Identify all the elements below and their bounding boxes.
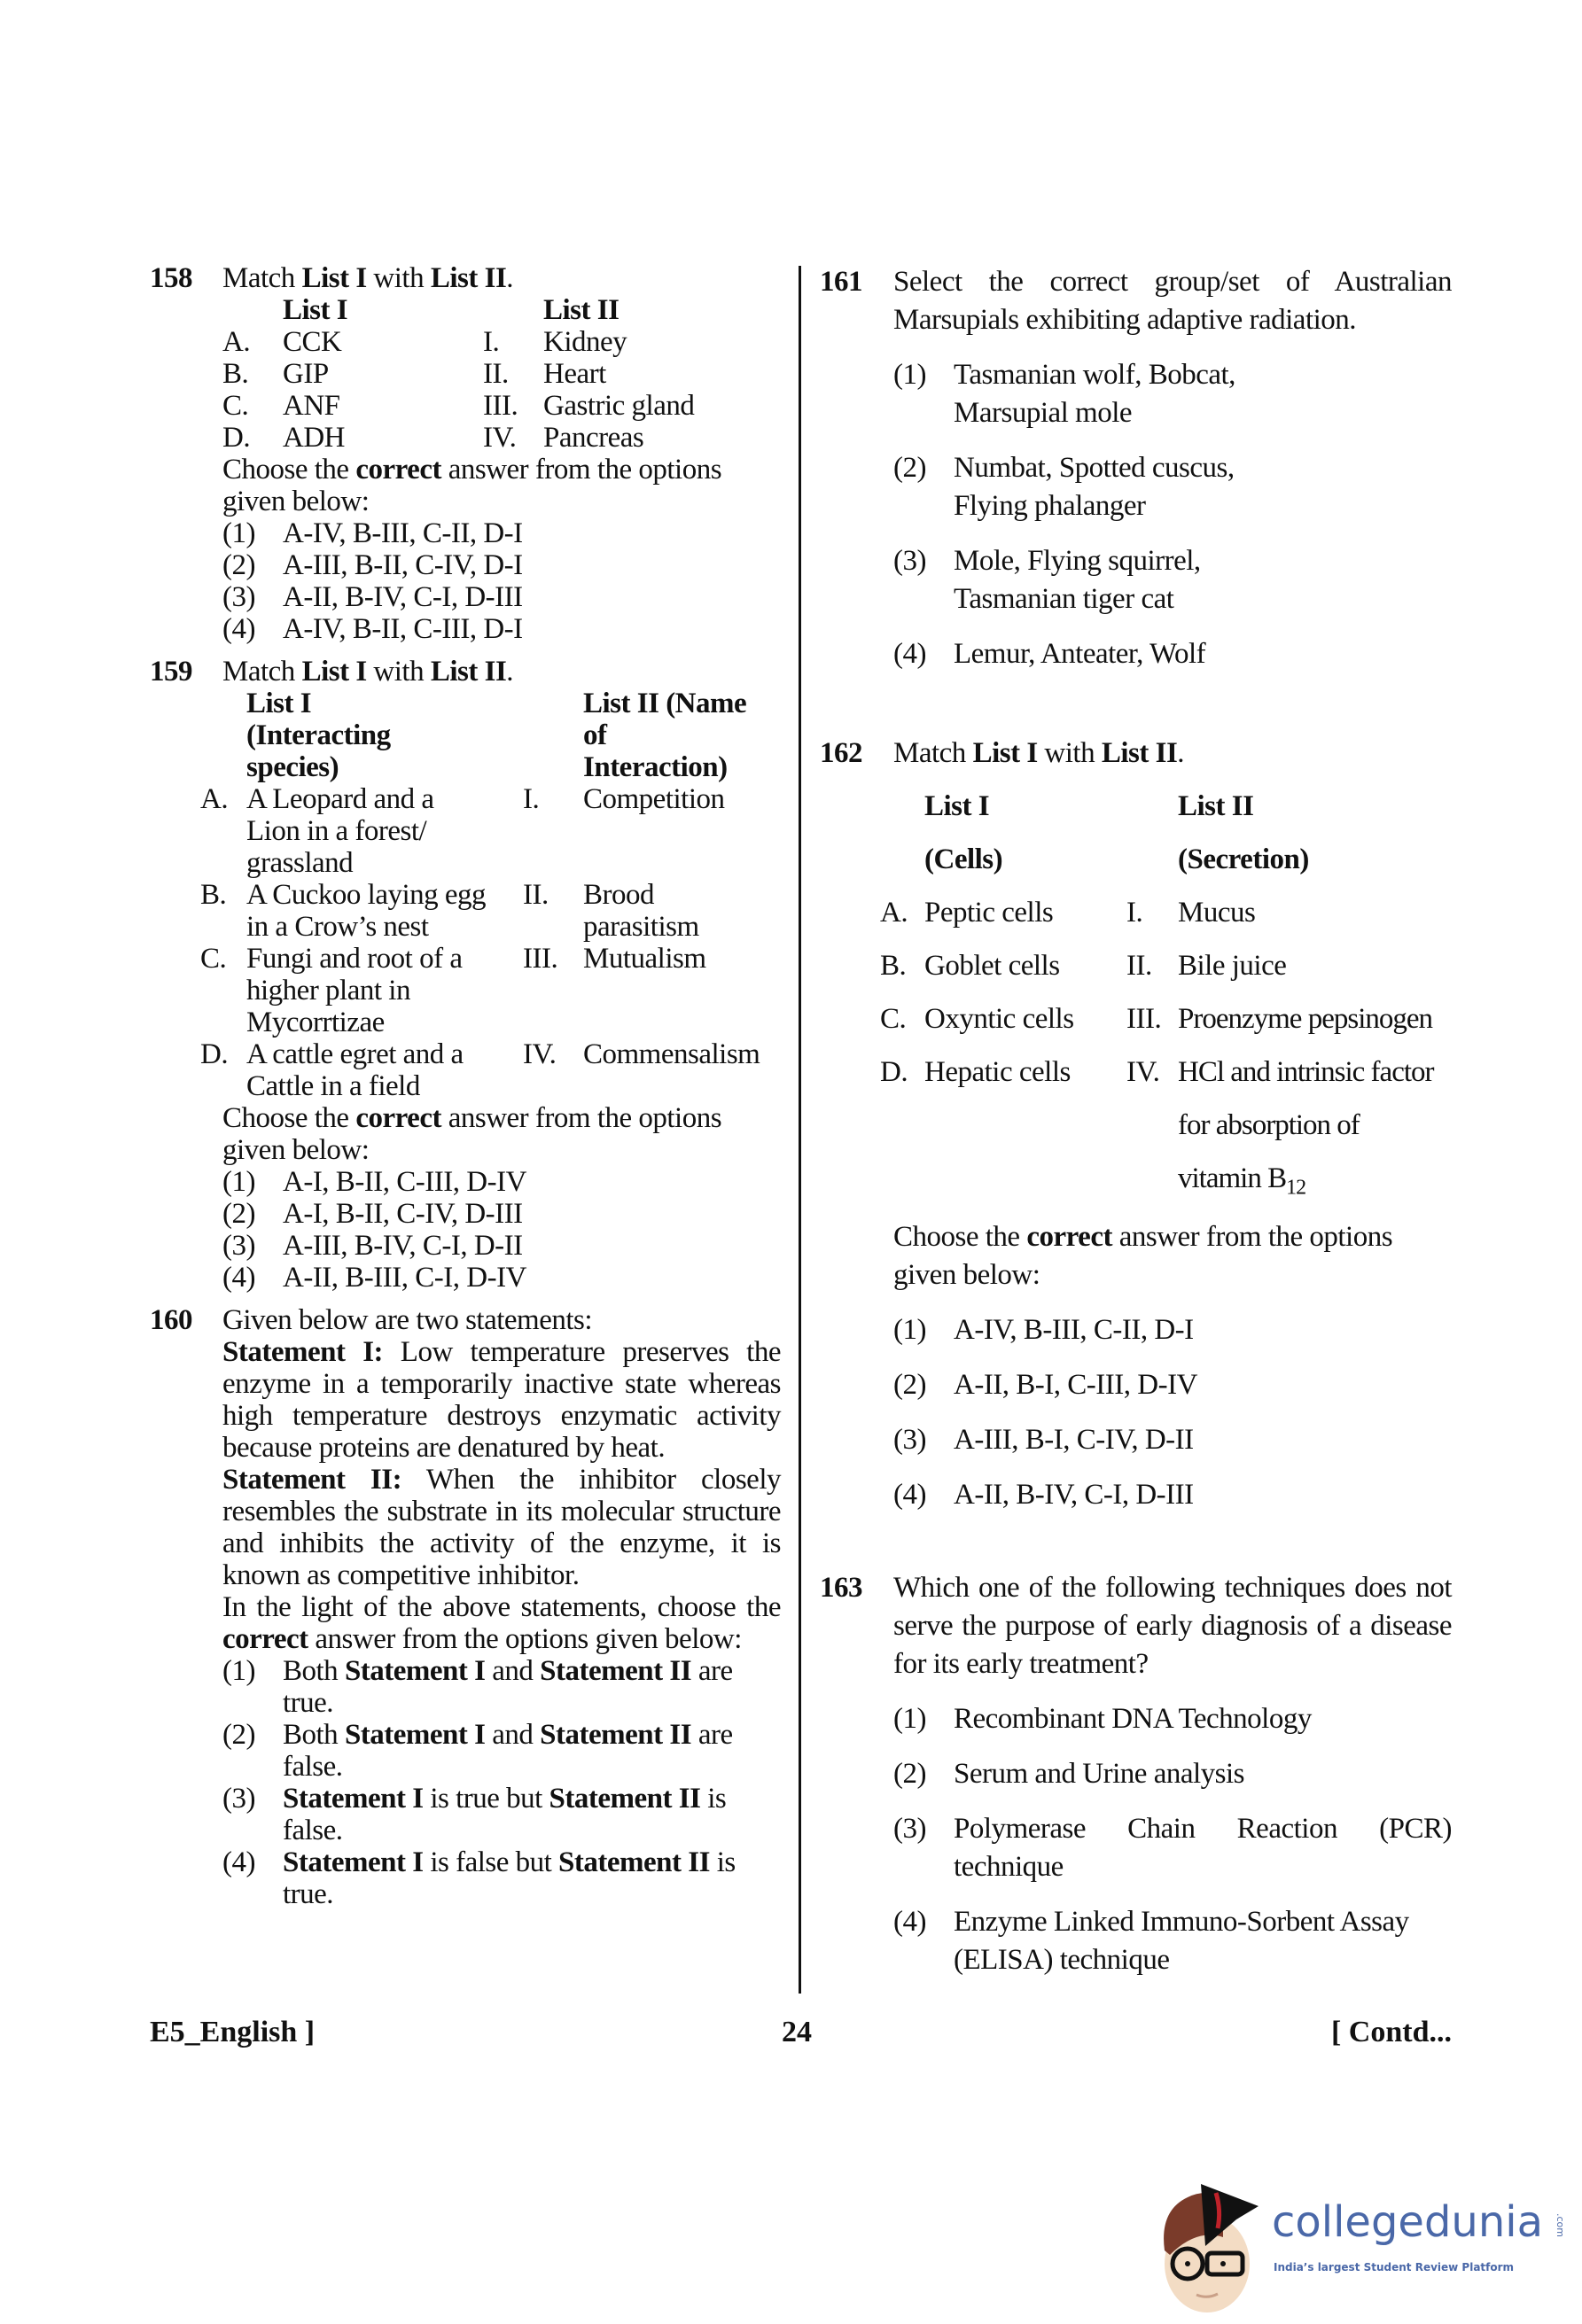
text-segment: is true but xyxy=(423,1783,549,1815)
text-segment: A-II, B-IV, C-I, D-III xyxy=(954,1478,1194,1511)
text-segment: (1) xyxy=(893,359,926,391)
text-segment xyxy=(880,833,924,886)
text-segment xyxy=(880,780,924,833)
text-segment: (4) xyxy=(222,1846,255,1878)
text-segment: List I xyxy=(301,656,367,688)
text-segment: Commensalism xyxy=(583,1038,760,1070)
text-segment: Recombinant DNA Technology xyxy=(954,1703,1312,1735)
option-4[interactable] xyxy=(893,635,1452,673)
text-segment: Mucus xyxy=(1178,897,1256,929)
text-segment xyxy=(283,1846,779,1910)
text-segment: (4) xyxy=(893,1906,926,1938)
text-segment: 12 xyxy=(1286,1176,1306,1200)
text-segment: Match xyxy=(893,737,973,769)
footer-paper-code: E5_English ] xyxy=(150,2016,316,2048)
text-segment: List II xyxy=(430,656,507,688)
text-segment: Statement II xyxy=(549,1783,701,1815)
left-column xyxy=(150,262,781,1910)
text-segment: . xyxy=(1177,737,1185,769)
question-intro xyxy=(893,735,1452,773)
text-segment: . xyxy=(506,656,514,688)
text-segment: Numbat, Spotted cuscus, Flying phalanger xyxy=(954,452,1235,522)
list-subheader: (Cells) xyxy=(924,843,1003,875)
option-1[interactable] xyxy=(893,1311,1452,1349)
text-segment xyxy=(483,294,543,326)
text-segment: Match xyxy=(222,656,302,688)
text-segment: (3) xyxy=(893,545,926,577)
text-segment: Fungi and root of a higher plant in Mycorrtizae xyxy=(246,943,463,1038)
text-segment: GIP xyxy=(283,358,329,390)
text-segment: (4) xyxy=(222,1262,255,1294)
text-segment: correct xyxy=(222,1623,308,1655)
text-segment: A-IV, B-III, C-II, D-I xyxy=(954,1313,1194,1346)
text-segment: correct xyxy=(1026,1220,1112,1253)
text-segment: ADH xyxy=(283,422,345,454)
text-segment: Match xyxy=(222,262,302,294)
text-segment: . xyxy=(506,262,514,294)
text-segment: Mole, Flying squirrel, Tasmanian tiger cat xyxy=(954,545,1201,615)
text-segment: Statement II xyxy=(540,1719,692,1751)
text-segment: Low temperature preserves the enzyme in a temporarily inactive state whereas high temperature destroys enzymatic activity because proteins are denatured by heat. xyxy=(222,1336,782,1464)
text-segment: and xyxy=(485,1719,541,1751)
option-1[interactable] xyxy=(222,1655,781,1719)
text-segment: A-II, B-III, C-I, D-IV xyxy=(283,1262,526,1294)
text-segment: (3) xyxy=(893,1813,926,1845)
text-segment: are false. xyxy=(283,1719,733,1783)
question-number: 163 xyxy=(820,1572,862,1604)
text-segment: Hepatic cells xyxy=(924,1056,1071,1088)
text-segment: Mutualism xyxy=(583,943,706,975)
text-segment: Proenzyme pepsinogen xyxy=(1178,1003,1433,1035)
logo-tagline: India’s largest Student Review Platform xyxy=(1274,2261,1515,2273)
text-segment: A-I, B-II, C-III, D-IV xyxy=(283,1166,526,1198)
text-segment: (4) xyxy=(222,613,255,645)
text-segment: IV. xyxy=(1126,1056,1160,1088)
list-subheader: (Secretion) xyxy=(1178,843,1309,875)
text-segment: I. xyxy=(523,783,540,815)
statement-1 xyxy=(222,1336,781,1464)
option-2[interactable] xyxy=(222,1198,781,1230)
text-segment: Choose the xyxy=(222,1102,356,1134)
text-segment: is false but xyxy=(423,1846,559,1878)
text-segment: CCK xyxy=(283,326,342,358)
text-segment xyxy=(283,1783,761,1846)
option-4[interactable] xyxy=(893,1903,1452,1979)
text-segment: Choose the xyxy=(893,1220,1027,1253)
text-segment: B. xyxy=(880,950,907,982)
text-segment: I. xyxy=(483,326,500,358)
logo-dotcom: .com xyxy=(1555,2213,1566,2237)
text-segment: Gastric gland xyxy=(543,390,695,422)
text-segment: (1) xyxy=(222,517,255,549)
list-header: List II xyxy=(1178,790,1254,822)
text-segment: A. xyxy=(222,326,251,358)
question-intro xyxy=(222,656,781,688)
text-segment: (2) xyxy=(222,1198,255,1230)
text-segment: D. xyxy=(880,1056,908,1088)
text-segment: List I xyxy=(972,737,1038,769)
list-header: List II xyxy=(543,294,620,326)
question-text: Select the correct group/set of Australian Marsupials exhibiting adaptive radiation. xyxy=(893,266,1452,336)
option-4[interactable] xyxy=(222,613,781,645)
text-segment: A. xyxy=(880,897,908,929)
question-number: 158 xyxy=(150,262,192,294)
text-segment: A-II, B-IV, C-I, D-III xyxy=(283,581,523,613)
list-header: List I xyxy=(924,790,990,822)
text-segment: II. xyxy=(1126,950,1152,982)
list-header: List II (Name of Interaction) xyxy=(583,688,747,783)
text-segment: (2) xyxy=(893,1758,926,1790)
text-segment: (1) xyxy=(222,1166,255,1198)
text-segment: Statement II: xyxy=(222,1464,402,1496)
text-segment: answer from the options given below: xyxy=(222,1102,722,1166)
option-3[interactable] xyxy=(893,542,1452,618)
option-3[interactable] xyxy=(222,581,781,613)
text-segment xyxy=(1126,780,1178,833)
text-segment: Kidney xyxy=(543,326,627,358)
text-segment: Both xyxy=(283,1655,345,1687)
option-3[interactable] xyxy=(893,1421,1452,1459)
text-segment: (3) xyxy=(893,1423,926,1456)
text-segment xyxy=(200,688,246,783)
text-segment: Competition xyxy=(583,783,725,815)
text-segment: (2) xyxy=(222,549,255,581)
text-segment: with xyxy=(1037,737,1102,769)
option-1[interactable] xyxy=(222,517,781,549)
text-segment xyxy=(222,294,283,326)
text-segment: Lemur, Anteater, Wolf xyxy=(954,638,1206,670)
text-segment: C. xyxy=(880,1003,907,1035)
student-mascot-icon xyxy=(1152,2166,1276,2317)
text-segment: answer from the options given below: xyxy=(893,1220,1393,1291)
text-segment: Statement II xyxy=(558,1846,710,1878)
list-header: List I xyxy=(283,294,348,326)
text-segment: III. xyxy=(523,943,558,975)
text-segment: (1) xyxy=(893,1703,926,1735)
text-segment: answer from the options given below: xyxy=(308,1623,742,1655)
text-segment: B. xyxy=(222,358,249,390)
option-2[interactable] xyxy=(893,1366,1452,1404)
text-segment: III. xyxy=(1126,1003,1162,1035)
text-segment: D. xyxy=(200,1038,229,1070)
text-segment: (1) xyxy=(893,1313,926,1346)
text-segment: Both xyxy=(283,1719,345,1751)
text-segment: answer from the options given below: xyxy=(222,454,722,517)
text-segment: A-III, B-II, C-IV, D-I xyxy=(283,549,523,581)
text-segment: are true. xyxy=(283,1655,733,1719)
text-segment xyxy=(1178,1045,1448,1215)
question-text: Which one of the following techniques does not serve the purpose of early diagnosis of a disease for its early treatment? xyxy=(893,1572,1452,1680)
text-segment: (1) xyxy=(222,1655,255,1687)
question-number: 159 xyxy=(150,656,192,688)
text-segment: Goblet cells xyxy=(924,950,1060,982)
text-segment: B. xyxy=(200,879,227,911)
text-segment: (3) xyxy=(222,1230,255,1262)
text-segment: (2) xyxy=(222,1719,255,1751)
text-segment: Heart xyxy=(543,358,606,390)
option-1[interactable] xyxy=(893,356,1452,432)
question-number: 160 xyxy=(150,1304,192,1336)
text-segment: Choose the xyxy=(222,454,356,486)
text-segment: A Cuckoo laying egg in a Crow’s nest xyxy=(246,879,487,943)
text-segment: Peptic cells xyxy=(924,897,1054,929)
instruction xyxy=(222,454,781,517)
text-segment: correct xyxy=(355,454,441,486)
statement-2 xyxy=(222,1464,781,1591)
list-header: List I (Interacting species) xyxy=(246,688,391,783)
option-2[interactable] xyxy=(222,1719,781,1783)
text-segment: and xyxy=(485,1655,541,1687)
text-segment: A-IV, B-III, C-II, D-I xyxy=(283,517,523,549)
match-table xyxy=(200,688,781,1102)
text-segment: (3) xyxy=(222,1783,255,1815)
text-segment: II. xyxy=(483,358,509,390)
option-3[interactable] xyxy=(222,1783,781,1846)
question-158 xyxy=(150,262,781,645)
column-divider xyxy=(799,266,801,1994)
text-segment: Bile juice xyxy=(1178,950,1287,982)
text-segment: with xyxy=(366,656,431,688)
text-segment xyxy=(1126,833,1178,886)
text-segment: Statement I xyxy=(283,1783,424,1815)
text-segment: Polymerase Chain Reaction (PCR) technique xyxy=(954,1813,1452,1883)
option-2[interactable] xyxy=(222,549,781,581)
text-segment: (4) xyxy=(893,638,926,670)
text-segment: Enzyme Linked Immuno-Sorbent Assay (ELISA) technique xyxy=(954,1906,1409,1976)
text-segment: is true. xyxy=(283,1846,736,1910)
instruction xyxy=(222,1102,781,1166)
text-segment: Statement I xyxy=(344,1655,486,1687)
text-segment: I. xyxy=(1126,897,1143,929)
text-segment: D. xyxy=(222,422,251,454)
text-segment: HCl and intrinsic factor for absorption of vitamin B xyxy=(1178,1056,1434,1194)
text-segment: Statement I: xyxy=(222,1336,384,1368)
question-163 xyxy=(820,1569,1452,1979)
text-segment: A-III, B-IV, C-I, D-II xyxy=(283,1230,523,1262)
text-segment: When the inhibitor closely resembles the substrate in its molecular structure and inhibits the activity of the enzyme, it is known as competitive inhibitor. xyxy=(222,1464,781,1591)
option-4[interactable] xyxy=(222,1846,781,1910)
question-162 xyxy=(820,735,1452,1514)
text-segment: A Leopard and a Lion in a forest/ grassland xyxy=(246,783,434,879)
option-1[interactable] xyxy=(222,1166,781,1198)
question-intro xyxy=(222,262,781,294)
text-segment: List II xyxy=(1101,737,1178,769)
text-segment: C. xyxy=(200,943,227,975)
match-table xyxy=(222,294,781,454)
option-2[interactable] xyxy=(893,449,1452,525)
page-number: 24 xyxy=(782,2016,812,2048)
match-table xyxy=(880,780,1452,1215)
question-intro: Given below are two statements: xyxy=(222,1304,593,1336)
text-segment: (3) xyxy=(222,581,255,613)
option-2[interactable] xyxy=(893,1755,1452,1793)
text-segment: A-I, B-II, C-IV, D-III xyxy=(283,1198,523,1230)
question-number: 162 xyxy=(820,737,862,769)
question-159 xyxy=(150,656,781,1294)
text-segment: Oxyntic cells xyxy=(924,1003,1074,1035)
text-segment: In the light of the above statements, choose the xyxy=(222,1591,781,1623)
text-segment: ANF xyxy=(283,390,340,422)
text-segment: A cattle egret and a Cattle in a field xyxy=(246,1038,464,1102)
text-segment xyxy=(523,688,583,783)
option-1[interactable] xyxy=(893,1700,1452,1738)
instruction xyxy=(222,1591,781,1655)
text-segment xyxy=(283,1655,744,1719)
instruction xyxy=(893,1218,1452,1294)
text-segment: Brood parasitism xyxy=(583,879,699,943)
text-segment: List I xyxy=(301,262,367,294)
text-segment: A. xyxy=(200,783,229,815)
text-segment: Tasmanian wolf, Bobcat, Marsupial mole xyxy=(954,359,1235,429)
option-4[interactable] xyxy=(222,1262,781,1294)
text-segment: IV. xyxy=(523,1038,557,1070)
text-segment: List II xyxy=(430,262,507,294)
question-number: 161 xyxy=(820,266,862,298)
text-segment: III. xyxy=(483,390,518,422)
option-3[interactable] xyxy=(893,1810,1452,1886)
text-segment: A-IV, B-II, C-III, D-I xyxy=(283,613,523,645)
text-segment: is false. xyxy=(283,1783,727,1846)
text-segment: Serum and Urine analysis xyxy=(954,1758,1245,1790)
option-4[interactable] xyxy=(893,1476,1452,1514)
text-segment: Pancreas xyxy=(543,422,644,454)
logo-wordmark: collegedunia xyxy=(1272,2197,1544,2247)
text-segment: (2) xyxy=(893,1368,926,1401)
text-segment: IV. xyxy=(483,422,517,454)
text-segment: C. xyxy=(222,390,249,422)
text-segment: A-III, B-I, C-IV, D-II xyxy=(954,1423,1194,1456)
text-segment xyxy=(283,1719,744,1783)
text-segment: Statement II xyxy=(540,1655,692,1687)
text-segment: Statement I xyxy=(344,1719,486,1751)
footer-contd: [ Contd... xyxy=(1330,2016,1452,2048)
option-3[interactable] xyxy=(222,1230,781,1262)
question-161 xyxy=(820,263,1452,673)
text-segment: A-II, B-I, C-III, D-IV xyxy=(954,1368,1197,1401)
text-segment: (2) xyxy=(893,452,926,484)
collegedunia-logo xyxy=(1152,2162,1578,2321)
text-segment: correct xyxy=(355,1102,441,1134)
text-segment: (4) xyxy=(893,1478,926,1511)
text-segment: Statement I xyxy=(283,1846,424,1878)
text-segment: with xyxy=(366,262,431,294)
text-segment: II. xyxy=(523,879,549,911)
question-160 xyxy=(150,1304,781,1910)
